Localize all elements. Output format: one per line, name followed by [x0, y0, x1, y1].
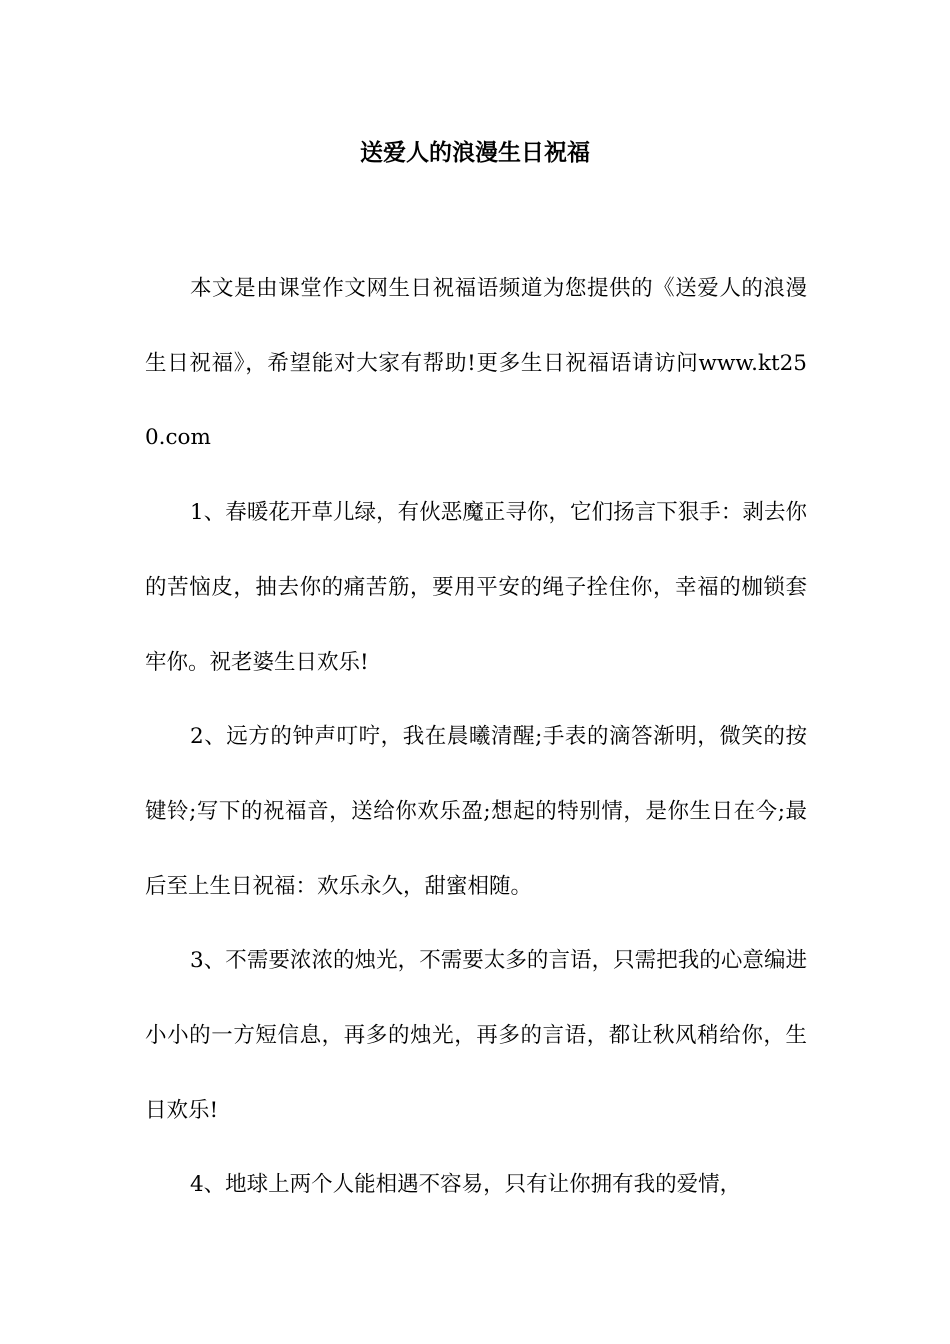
wish-paragraph-3: 3、不需要浓浓的烛光，不需要太多的言语，只需把我的心意编进小小的一方短信息，再多的烛光，再多的言语，都让秋风稍给你，生日欢乐! [145, 948, 807, 1123]
document-title: 送爱人的浪漫生日祝福 [360, 139, 590, 166]
intro-paragraph: 本文是由课堂作文网生日祝福语频道为您提供的《送爱人的浪漫生日祝福》，希望能对大家有帮助!更多生日祝福语请访问www.kt250.com [145, 276, 807, 451]
wish-paragraph-1: 1、春暖花开草儿绿，有伙恶魔正寻你，它们扬言下狠手：剥去你的苦恼皮，抽去你的痛苦筋，要用平安的绳子拴住你，幸福的枷锁套牢你。祝老婆生日欢乐! [145, 500, 807, 675]
wish-paragraph-4: 4、地球上两个人能相遇不容易，只有让你拥有我的爱情， [190, 1172, 742, 1198]
document-body [145, 252, 807, 1223]
wish-paragraph-2: 2、远方的钟声叮咛，我在晨曦清醒;手表的滴答渐明，微笑的按键铃;写下的祝福音，送给你欢乐盈;想起的特别情，是你生日在今;最后至上生日祝福：欢乐永久，甜蜜相随。 [145, 724, 807, 899]
